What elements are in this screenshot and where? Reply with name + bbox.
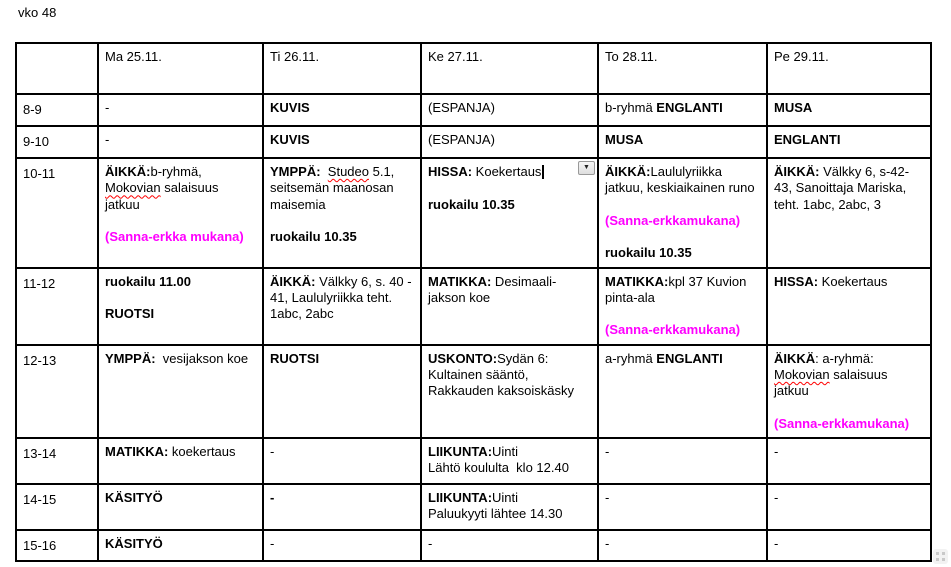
text-run: YMPPÄ: [105, 350, 156, 366]
text-run: ENGLANTI [656, 100, 723, 115]
text-run: ruokailu 10.35 [270, 229, 357, 244]
grid-dots-icon [936, 552, 939, 555]
text-run: Sydän 6: Kultainen sääntö, Rakkauden kaksoiskäsky [428, 350, 574, 398]
text-run: - [605, 535, 610, 551]
cell-ti-15-16[interactable] [263, 530, 421, 561]
text-run: Koekertaus [472, 164, 542, 179]
cell-ti-14-15[interactable] [263, 484, 421, 530]
text-run: RUOTSI [270, 350, 320, 366]
cell-to-15-16[interactable] [598, 530, 767, 561]
text-run: vesijakson koe [155, 350, 249, 366]
cell-pe-15-16[interactable] [767, 530, 931, 561]
cell-ma-11-12[interactable] [98, 268, 263, 345]
time-slot-15-16[interactable]: 15-16 [16, 530, 98, 561]
cell-ke-14-15[interactable] [421, 484, 598, 530]
cell-ti-10-11[interactable] [263, 158, 421, 268]
column-header-to[interactable]: To 28.11. [598, 43, 767, 94]
column-header-ma[interactable]: Ma 25.11. [98, 43, 263, 94]
cell-to-8-9[interactable] [598, 94, 767, 126]
cell-ma-10-11[interactable] [98, 158, 263, 268]
time-slot-12-13[interactable]: 12-13 [16, 345, 98, 438]
text-run: - [605, 489, 610, 505]
row-11-12 [16, 268, 931, 345]
cell-pe-10-11[interactable] [767, 158, 931, 268]
text-run: Mokovian [105, 180, 161, 196]
text-run: Koekertaus [818, 273, 888, 289]
time-slot-14-15[interactable]: 14-15 [16, 484, 98, 530]
text-run: KÄSITYÖ [105, 489, 163, 505]
cell-ke-10-11[interactable] [421, 158, 598, 268]
text-run: - [270, 443, 275, 459]
text-run: (Sanna-erkkamukana) [774, 415, 910, 431]
text-run: Desimaali-jakson koe [428, 273, 557, 305]
time-slot-13-14[interactable]: 13-14 [16, 438, 98, 484]
cell-ke-11-12[interactable] [421, 268, 598, 345]
cell-to-12-13[interactable] [598, 345, 767, 438]
time-slot-9-10[interactable]: 9-10 [16, 126, 98, 158]
autocorrect-dropdown-button[interactable]: ▼ [578, 161, 595, 175]
cell-ti-8-9[interactable] [263, 94, 421, 126]
text-run: - [774, 535, 779, 551]
text-run: YMPPÄ: [270, 164, 321, 179]
text-run [321, 164, 328, 179]
cell-to-9-10[interactable] [598, 126, 767, 158]
cell-ke-12-13[interactable] [421, 345, 598, 438]
text-run: Välkky 6, s-42-43, Sanoittaja Mariska, teht. 1abc, 2abc, 3 [774, 164, 910, 212]
text-caret [542, 165, 544, 179]
text-run: KUVIS [270, 132, 310, 147]
time-slot-11-12[interactable]: 11-12 [16, 268, 98, 345]
cell-ma-12-13[interactable] [98, 345, 263, 438]
text-run: (Sanna-erkkamukana) [605, 322, 741, 338]
time-slot-8-9[interactable]: 8-9 [16, 94, 98, 126]
text-run: (Sanna-erkkamukana) [605, 212, 741, 228]
text-run: b-ryhmä [605, 100, 657, 115]
cell-ti-9-10[interactable] [263, 126, 421, 158]
cell-ma-13-14[interactable] [98, 438, 263, 484]
text-run: ruokailu 10.35 [605, 245, 692, 261]
timetable [15, 42, 932, 562]
cell-ke-13-14[interactable] [421, 438, 598, 484]
table-resize-handle[interactable] [933, 549, 948, 564]
cell-ti-13-14[interactable] [263, 438, 421, 484]
text-run: RUOTSI [105, 306, 155, 321]
row-12-13 [16, 345, 931, 438]
text-run: LIIKUNTA: [428, 489, 493, 505]
text-run: ENGLANTI [774, 132, 841, 147]
text-run: ruokailu 11.00 [105, 273, 191, 289]
text-run: MUSA [605, 132, 644, 147]
cell-to-11-12[interactable] [598, 268, 767, 345]
cell-ti-12-13[interactable] [263, 345, 421, 438]
cell-pe-14-15[interactable] [767, 484, 931, 530]
text-run: - [605, 443, 610, 459]
text-run: salaisuus jatkuu [774, 366, 892, 398]
cell-pe-12-13[interactable] [767, 345, 931, 438]
cell-pe-11-12[interactable] [767, 268, 931, 345]
text-run: MATIKKA: [428, 273, 492, 289]
text-run: (ESPANJA) [428, 132, 495, 147]
text-run: Välkky 6, s. 40 - 41, Laululyriikka teht. 1abc, 2abc [270, 273, 416, 321]
text-run: KÄSITYÖ [105, 535, 163, 551]
text-run: MATIKKA: [605, 273, 669, 289]
text-run: ÄIKKÄ: [774, 164, 820, 179]
row-15-16 [16, 530, 931, 561]
text-run: koekertaus [168, 443, 236, 459]
text-run: LIIKUNTA: [428, 443, 493, 459]
text-run: 5.1, seitsemän maanosan maisemia [270, 164, 398, 212]
text-run: - [105, 132, 110, 147]
text-run: kpl 37 Kuvion pinta-ala [605, 273, 750, 305]
cell-to-13-14[interactable] [598, 438, 767, 484]
header-row [16, 43, 931, 94]
text-run: ÄIKKÄ: [605, 164, 651, 179]
text-run: HISSA: [428, 164, 473, 179]
column-header-pe[interactable]: Pe 29.11. [767, 43, 931, 94]
text-run: MUSA [774, 100, 813, 115]
text-run: Lähtö koululta klo 12.40 [428, 460, 569, 475]
cell-ke-9-10[interactable] [421, 126, 598, 158]
cell-ma-8-9[interactable] [98, 94, 263, 126]
cell-pe-8-9[interactable] [767, 94, 931, 126]
text-run: Uinti [492, 443, 519, 459]
text-run: - [105, 100, 110, 115]
text-run: a-ryhmä [605, 350, 657, 366]
week-title[interactable]: vko 48 [18, 5, 57, 20]
text-run: Paluukyyti lähtee 14.30 [428, 506, 563, 521]
text-run: : a-ryhmä: [815, 350, 878, 366]
text-run: - [270, 489, 275, 505]
corner-header-cell[interactable] [16, 43, 98, 94]
column-header-ke[interactable]: Ke 27.11. [421, 43, 598, 94]
row-13-14 [16, 438, 931, 484]
cell-pe-13-14[interactable] [767, 438, 931, 484]
text-run: - [270, 535, 275, 551]
text-run: (ESPANJA) [428, 100, 495, 115]
cell-ma-14-15[interactable] [98, 484, 263, 530]
row-9-10 [16, 126, 931, 158]
row-14-15 [16, 484, 931, 530]
time-slot-10-11[interactable]: 10-11 [16, 158, 98, 268]
cell-ma-9-10[interactable] [98, 126, 263, 158]
text-run: salaisuus jatkuu [105, 180, 223, 212]
text-run: USKONTO: [428, 350, 498, 366]
text-run: Studeo [327, 164, 369, 179]
text-run: - [774, 489, 779, 505]
cell-to-14-15[interactable] [598, 484, 767, 530]
cell-ke-8-9[interactable] [421, 94, 598, 126]
text-run: Laululyriikka jatkuu, keskiaikainen runo [605, 164, 755, 196]
text-run: (Sanna-erkka mukana) [105, 229, 244, 244]
row-8-9 [16, 94, 931, 126]
text-run: HISSA: [774, 273, 819, 289]
row-10-11 [16, 158, 931, 268]
text-run: - [428, 535, 433, 551]
text-run: b-ryhmä, [150, 164, 206, 179]
text-run: ENGLANTI [656, 350, 723, 366]
text-run: - [774, 443, 779, 459]
text-run: ÄIKKÄ: [105, 164, 151, 179]
cell-pe-9-10[interactable] [767, 126, 931, 158]
text-run: MATIKKA: [105, 443, 169, 459]
text-run: KUVIS [270, 100, 310, 115]
cell-to-10-11[interactable] [598, 158, 767, 268]
text-run: Uinti [492, 489, 519, 505]
cell-ma-15-16[interactable] [98, 530, 263, 561]
column-header-ti[interactable]: Ti 26.11. [263, 43, 421, 94]
text-run: Mokovian [774, 366, 830, 382]
cell-ke-15-16[interactable] [421, 530, 598, 561]
cell-ti-11-12[interactable] [263, 268, 421, 345]
text-run: ruokailu 10.35 [428, 196, 515, 212]
text-run: ÄIKKÄ [774, 350, 816, 366]
text-run: ÄIKKÄ: [270, 273, 316, 289]
